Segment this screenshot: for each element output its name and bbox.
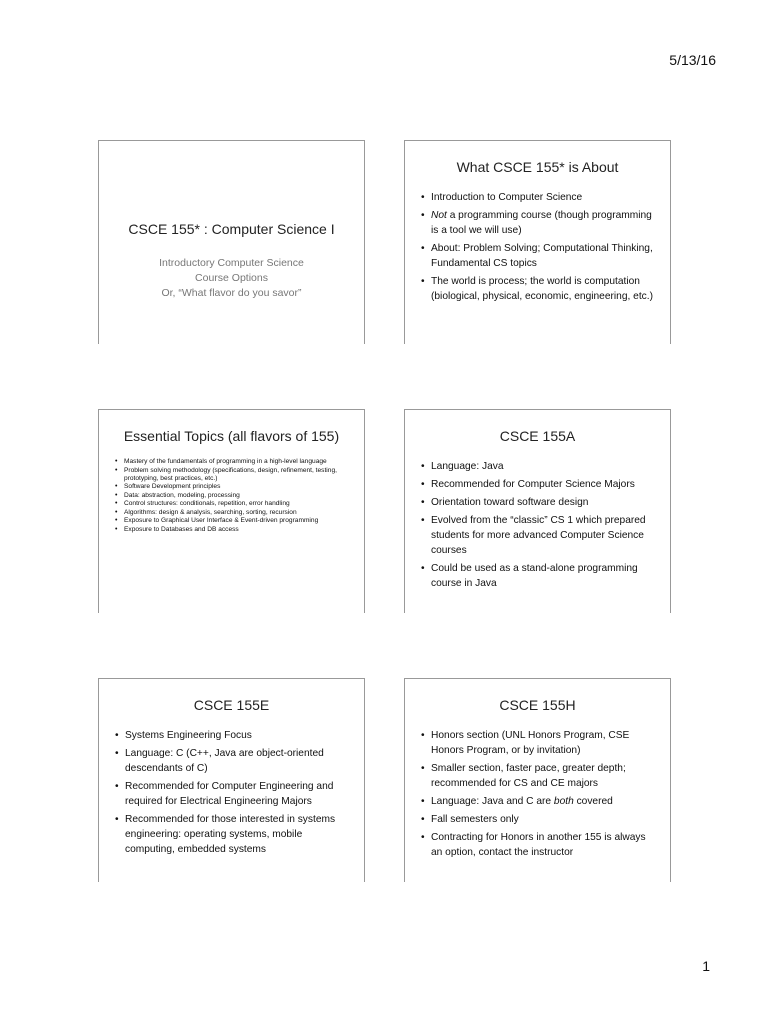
bullet-item: • Exposure to Graphical User Interface & Event-driven programming xyxy=(115,517,354,525)
bullet-item: • Problem solving methodology (specifications, design, refinement, testing, prototyping, best practices, etc.) xyxy=(115,467,354,483)
bullet-item: • Recommended for those interested in systems engineering: operating systems, mobile computing, embedded systems xyxy=(115,812,352,857)
bullet-item: • Algorithms: design & analysis, searching, sorting, recursion xyxy=(115,509,354,517)
slide-5 xyxy=(98,678,365,882)
slide-title: CSCE 155E xyxy=(193,697,270,713)
slide-1 xyxy=(98,140,365,344)
bullet-list xyxy=(405,459,670,591)
slide-subtitle xyxy=(99,256,364,301)
bullet-item: • Control structures: conditionals, repetition, error handling xyxy=(115,500,354,508)
emphasis-text: Not xyxy=(431,210,447,221)
bullet-item: • Fall semesters only xyxy=(421,812,658,827)
slide-title: Essential Topics (all flavors of 155) xyxy=(123,428,340,444)
bullet-item: • Mastery of the fundamentals of programming in a high-level language xyxy=(115,458,354,466)
subtitle-line: Or, “What flavor do you savor” xyxy=(161,287,302,299)
bullet-item: • The world is process; the world is computation (biological, physical, economic, engineering, etc.) xyxy=(421,274,658,304)
bullet-text: a programming course (though programming is a tool we will use) xyxy=(431,210,652,236)
slide-title: What CSCE 155* is About xyxy=(456,159,619,175)
bullet-item: • Recommended for Computer Engineering and required for Electrical Engineering Majors xyxy=(115,779,352,809)
slide-2 xyxy=(404,140,671,344)
slide-title: CSCE 155H xyxy=(499,697,576,713)
bullet-text: covered xyxy=(573,796,613,807)
bullet-item: • Exposure to Databases and DB access xyxy=(115,526,354,534)
bullet-item: • Language: Java xyxy=(421,459,658,474)
bullet-item xyxy=(421,208,658,238)
subtitle-line: Course Options xyxy=(195,272,268,284)
slide-title: CSCE 155A xyxy=(499,428,576,444)
bullet-item: • Systems Engineering Focus xyxy=(115,728,352,743)
slide-title: CSCE 155* : Computer Science I xyxy=(128,221,335,237)
bullet-list xyxy=(405,728,670,860)
slide-3 xyxy=(98,409,365,613)
bullet-item xyxy=(421,794,658,809)
bullet-item: • About: Problem Solving; Computational Thinking, Fundamental CS topics xyxy=(421,241,658,271)
bullet-list xyxy=(99,728,364,857)
subtitle-line: Introductory Computer Science xyxy=(159,257,304,269)
bullet-text: Language: Java and C are xyxy=(431,796,554,807)
bullet-item: • Recommended for Computer Science Majors xyxy=(421,477,658,492)
bullet-item: • Orientation toward software design xyxy=(421,495,658,510)
page-date: 5/13/16 xyxy=(669,52,716,68)
page-number: 1 xyxy=(702,958,710,974)
bullet-list xyxy=(405,190,670,304)
bullet-item: • Contracting for Honors in another 155 is always an option, contact the instructor xyxy=(421,830,658,860)
emphasis-text: both xyxy=(553,796,574,807)
slide-6 xyxy=(404,678,671,882)
bullet-list xyxy=(99,458,364,534)
bullet-item: • Evolved from the “classic” CS 1 which prepared students for more advanced Computer Science courses xyxy=(421,513,658,558)
bullet-item: • Software Development principles xyxy=(115,483,354,491)
bullet-item: • Could be used as a stand-alone programming course in Java xyxy=(421,561,658,591)
slide-4 xyxy=(404,409,671,613)
bullet-item: • Language: C (C++, Java are object-oriented descendants of C) xyxy=(115,746,352,776)
bullet-item: • Data: abstraction, modeling, processing xyxy=(115,492,354,500)
bullet-item: • Smaller section, faster pace, greater depth; recommended for CS and CE majors xyxy=(421,761,658,791)
bullet-item: • Honors section (UNL Honors Program, CSE Honors Program, or by invitation) xyxy=(421,728,658,758)
bullet-item: • Introduction to Computer Science xyxy=(421,190,658,205)
